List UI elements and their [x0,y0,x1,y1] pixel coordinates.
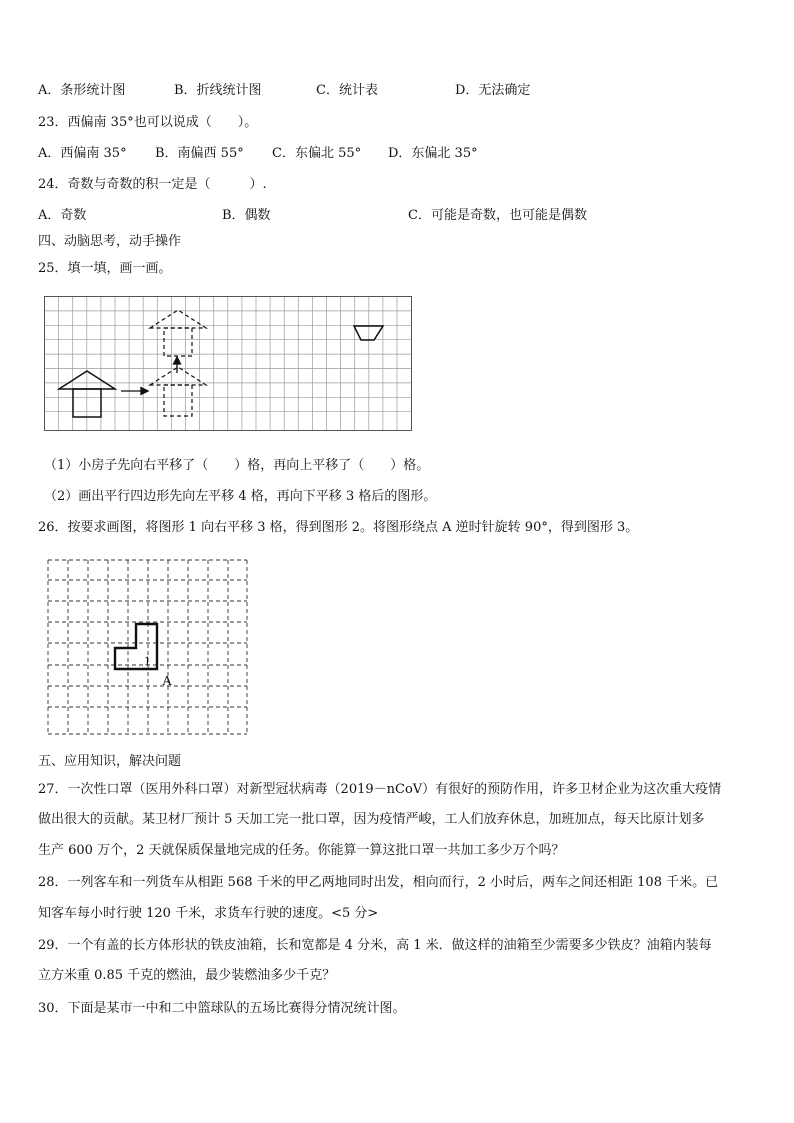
q22-option-a: A．条形统计图 [38,83,126,98]
q30-stem: 30．下面是某市一中和二中篮球队的五场比赛得分情况统计图。 [38,1001,406,1016]
q23-option-d: D．东偏北 35° [388,146,478,161]
q26-grid-figure [44,556,250,736]
q22-option-c: C．统计表 [316,83,378,98]
q23-option-c: C．东偏北 55° [272,146,362,161]
q26-stem: 26．按要求画图，将图形 1 向右平移 3 格，得到图形 2。将图形绕点 A 逆时针旋转 90°，得到图形 3。 [38,520,639,535]
q29-line-1: 29．一个有盖的长方体形状的铁皮油箱，长和宽都是 4 分米，高 1 米．做这样的油箱至少需要多少铁皮？油箱内装每 [38,938,712,953]
q23-option-b: B．南偏西 55° [155,146,244,161]
q23-option-a: A．西偏南 35° [38,146,127,161]
house-dashed-top [150,310,206,356]
section-5-title: 五、应用知识，解决问题 [38,754,182,769]
shape-1-label: 1 [144,653,151,668]
house-dashed-middle [150,367,206,416]
arrow-right-icon [121,388,148,395]
shape-1 [115,624,157,669]
q22-option-b: B．折线统计图 [174,83,262,98]
q25-sub2: （2）画出平行四边形先向左平移 4 格，再向下平移 3 格后的图形。 [44,489,437,504]
q27-line-2: 做出很大的贡献。某卫材厂预计 5 天加工完一批口罩，因为疫情严峻，工人们放弃休息，加班加点，每天比原计划多 [38,812,705,827]
q28-line-2: 知客车每小时行驶 120 千米，求货车行驶的速度。<5 分> [38,906,379,921]
q24-option-a: A．奇数 [38,208,87,223]
q29-line-2: 立方米重 0.85 千克的燃油，最少装燃油多少千克？ [38,968,336,983]
q27-line-1: 27．一次性口罩（医用外科口罩）对新型冠状病毒（2019－nCoV）有很好的预防作用，许多卫材企业为这次重大疫情 [38,782,722,797]
q22-option-d: D．无法确定 [455,83,531,98]
q24-option-c: C．可能是奇数，也可能是偶数 [408,208,587,223]
q23-stem: 23．西偏南 35°也可以说成（ ）。 [38,115,258,130]
q25-sub1: （1）小房子先向右平移了（ ）格，再向上平移了（ ）格。 [44,458,430,473]
q25-grid-lines [45,297,412,431]
q27-line-3: 生产 600 万个，2 天就保质保量地完成的任务。你能算一算这批口罩一共加工多少万个吗？ [38,843,565,858]
arrow-up-icon [174,357,181,373]
q25-grid-figure [44,296,412,431]
q24-option-b: B．偶数 [222,208,271,223]
q24-stem: 24．奇数与奇数的积一定是（ ）. [38,177,267,192]
q26-grid-lines [48,560,247,734]
q28-line-1: 28．一列客车和一列货车从相距 568 千米的甲乙两地同时出发，相向而行，2 小时后，两车之间还相距 108 千米。已 [38,875,719,890]
point-a-label: A [162,674,173,689]
section-4-title: 四、动脑思考，动手操作 [38,234,182,249]
q25-stem: 25．填一填，画一画。 [38,261,172,276]
